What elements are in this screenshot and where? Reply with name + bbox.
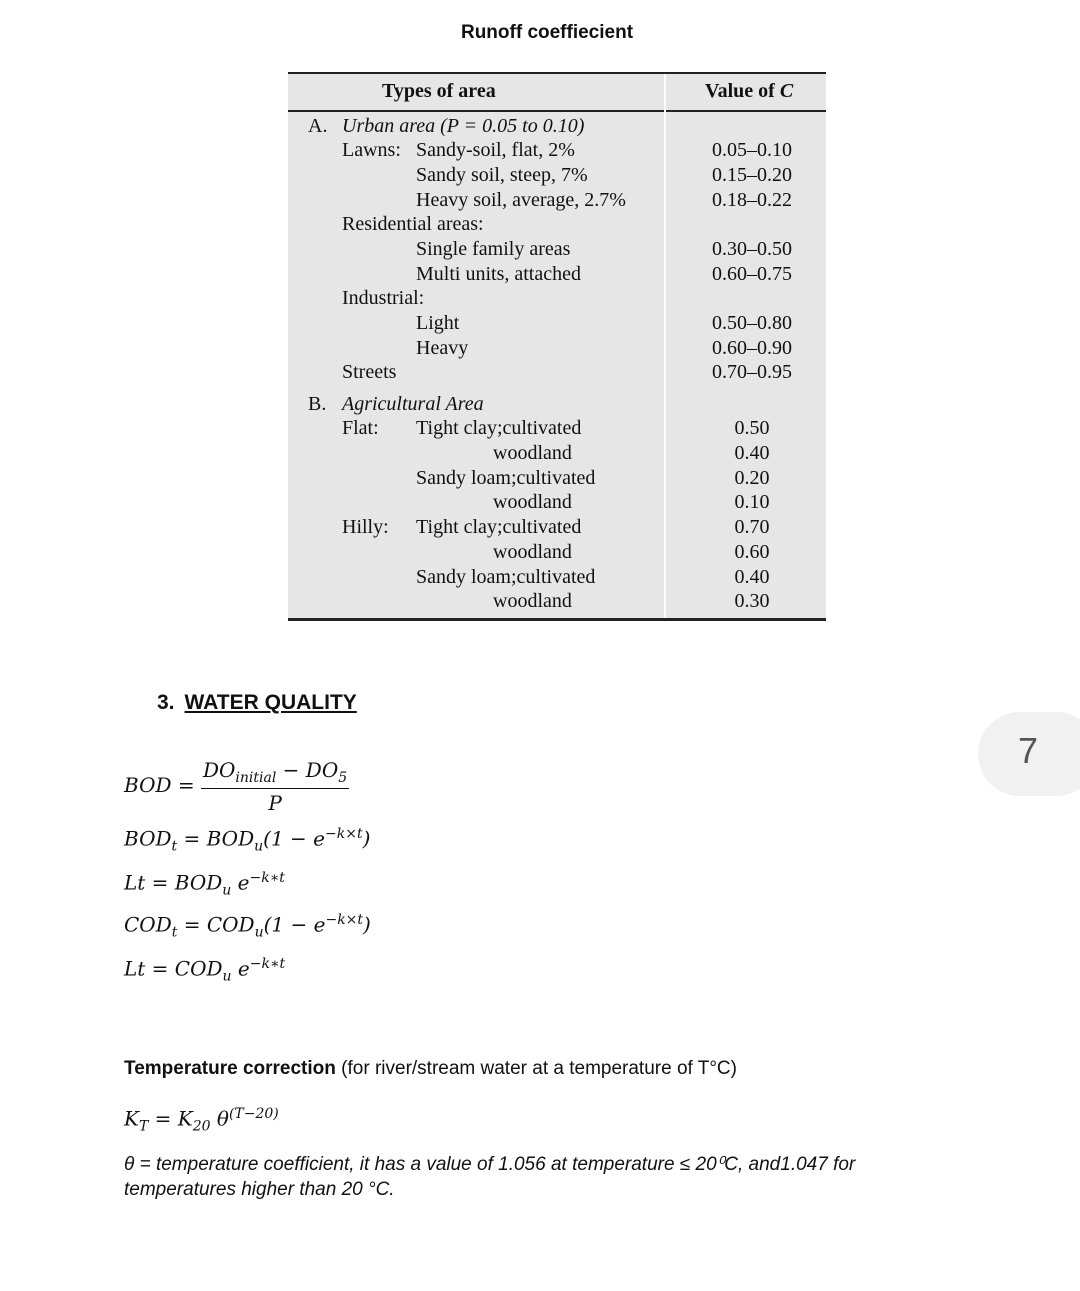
table-cell-value: 0.50 (734, 417, 770, 439)
table-cell-b: Residential areas: (342, 213, 484, 235)
table-cell-value: 0.50–0.80 (712, 312, 792, 334)
table-cell-b: Urban area (P = 0.05 to 0.10) (342, 115, 585, 137)
table-cell-c: Heavy (416, 337, 469, 359)
table-row (288, 212, 826, 237)
header-types-of-area: Types of area (382, 80, 496, 102)
lt-cod-equation: $Lt = COD_u$ $e^{-k∗t}$ (124, 956, 286, 985)
table-cell-value: 0.60 (734, 541, 770, 563)
table-cell-c: Sandy loam;cultivated (416, 467, 596, 489)
runoff-table (288, 72, 826, 621)
page-number: 7 (1018, 730, 1039, 771)
table-row (288, 188, 826, 213)
table-cell-c: Sandy loam;cultivated (416, 566, 596, 588)
table-row (288, 311, 826, 336)
table-cell-value: 0.20 (734, 467, 770, 489)
table-bottom-rule (288, 618, 826, 621)
table-row (288, 416, 826, 441)
table-row (288, 336, 826, 361)
table-row (288, 466, 826, 491)
table-header-rule (288, 110, 826, 112)
table-cell-a: A. (308, 115, 328, 137)
table-cell-c: Single family areas (416, 238, 571, 260)
table-row (288, 262, 826, 287)
table-cell-value: 0.70 (734, 516, 770, 538)
table-cell-value: 0.60–0.75 (712, 263, 792, 285)
section-heading (157, 691, 357, 715)
table-cell-b: Hilly: (342, 516, 389, 538)
table-cell-c: Multi units, attached (416, 263, 581, 285)
table-row (288, 360, 826, 385)
table-cell-b: Industrial: (342, 287, 425, 309)
table-cell-c: Sandy soil, steep, 7% (416, 164, 588, 186)
table-cell-value: 0.40 (734, 566, 770, 588)
table-row (288, 286, 826, 311)
table-cell-c: Tight clay;cultivated (416, 516, 582, 538)
table-cell-value: 0.18–0.22 (712, 189, 792, 211)
table-cell-a: B. (308, 393, 327, 415)
header-value-of-c: Value of C (705, 80, 794, 102)
section-title: WATER QUALITY (184, 691, 357, 714)
temperature-correction-text: (for river/stream water at a temperature of T°C) (335, 1058, 737, 1079)
table-cell-value: 0.30 (734, 590, 770, 612)
bod-equation: BOD = $\frac{DO_{initial} - DO_5}{P}$ (124, 758, 348, 815)
temperature-correction-line (124, 1058, 737, 1080)
table-cell-b: Flat: (342, 417, 379, 439)
table-row (288, 163, 826, 188)
table-row (288, 515, 826, 540)
table-row (288, 114, 826, 139)
lt-bod-equation: $Lt = BOD_u$ $e^{-k∗t}$ (124, 870, 285, 899)
table-cell-value: 0.70–0.95 (712, 361, 792, 383)
table-cell-c: Tight clay;cultivated (416, 417, 582, 439)
table-cell-b: Lawns: (342, 139, 401, 161)
table-row (288, 138, 826, 163)
table-top-rule (288, 72, 826, 74)
theta-note: θ = temperature coefficient, it has a value of 1.056 at temperature ≤ 20⁰C, and1.047 for temperatures higher than 20 °C. (124, 1154, 856, 1200)
page-number-badge (978, 712, 1080, 796)
page-title: Runoff coeffiecient (460, 22, 634, 43)
table-row (288, 237, 826, 262)
table-cell-c: Heavy soil, average, 2.7% (416, 189, 626, 211)
table-cell-c: Sandy-soil, flat, 2% (416, 139, 575, 161)
temperature-correction-heading: Temperature correction (124, 1058, 336, 1079)
table-row (288, 490, 826, 515)
section-number: 3. (157, 691, 175, 714)
table-cell-b: Streets (342, 361, 397, 383)
table-row (288, 441, 826, 466)
table-cell-d: woodland (493, 442, 572, 464)
kt-equation: $K_T = K_{20}$ $\theta^{(T-20)}$ (124, 1106, 279, 1135)
table-row (288, 589, 826, 614)
cod-t-equation: $COD_t = COD_u(1 - e^{-k\times t})$ (124, 912, 371, 941)
table-cell-value: 0.15–0.20 (712, 164, 792, 186)
table-row (288, 540, 826, 565)
table-cell-value: 0.10 (734, 491, 770, 513)
table-cell-b: Agricultural Area (342, 393, 484, 415)
table-row (288, 565, 826, 590)
table-cell-d: woodland (493, 491, 572, 513)
table-row (288, 392, 826, 417)
table-cell-value: 0.30–0.50 (712, 238, 792, 260)
bod-t-equation: $BOD_t = BOD_u(1 - e^{-k\times t})$ (124, 826, 371, 855)
table-cell-d: woodland (493, 541, 572, 563)
table-cell-value: 0.60–0.90 (712, 337, 792, 359)
table-cell-value: 0.05–0.10 (712, 139, 792, 161)
table-cell-c: Light (416, 312, 460, 334)
table-cell-d: woodland (493, 590, 572, 612)
table-cell-value: 0.40 (734, 442, 770, 464)
